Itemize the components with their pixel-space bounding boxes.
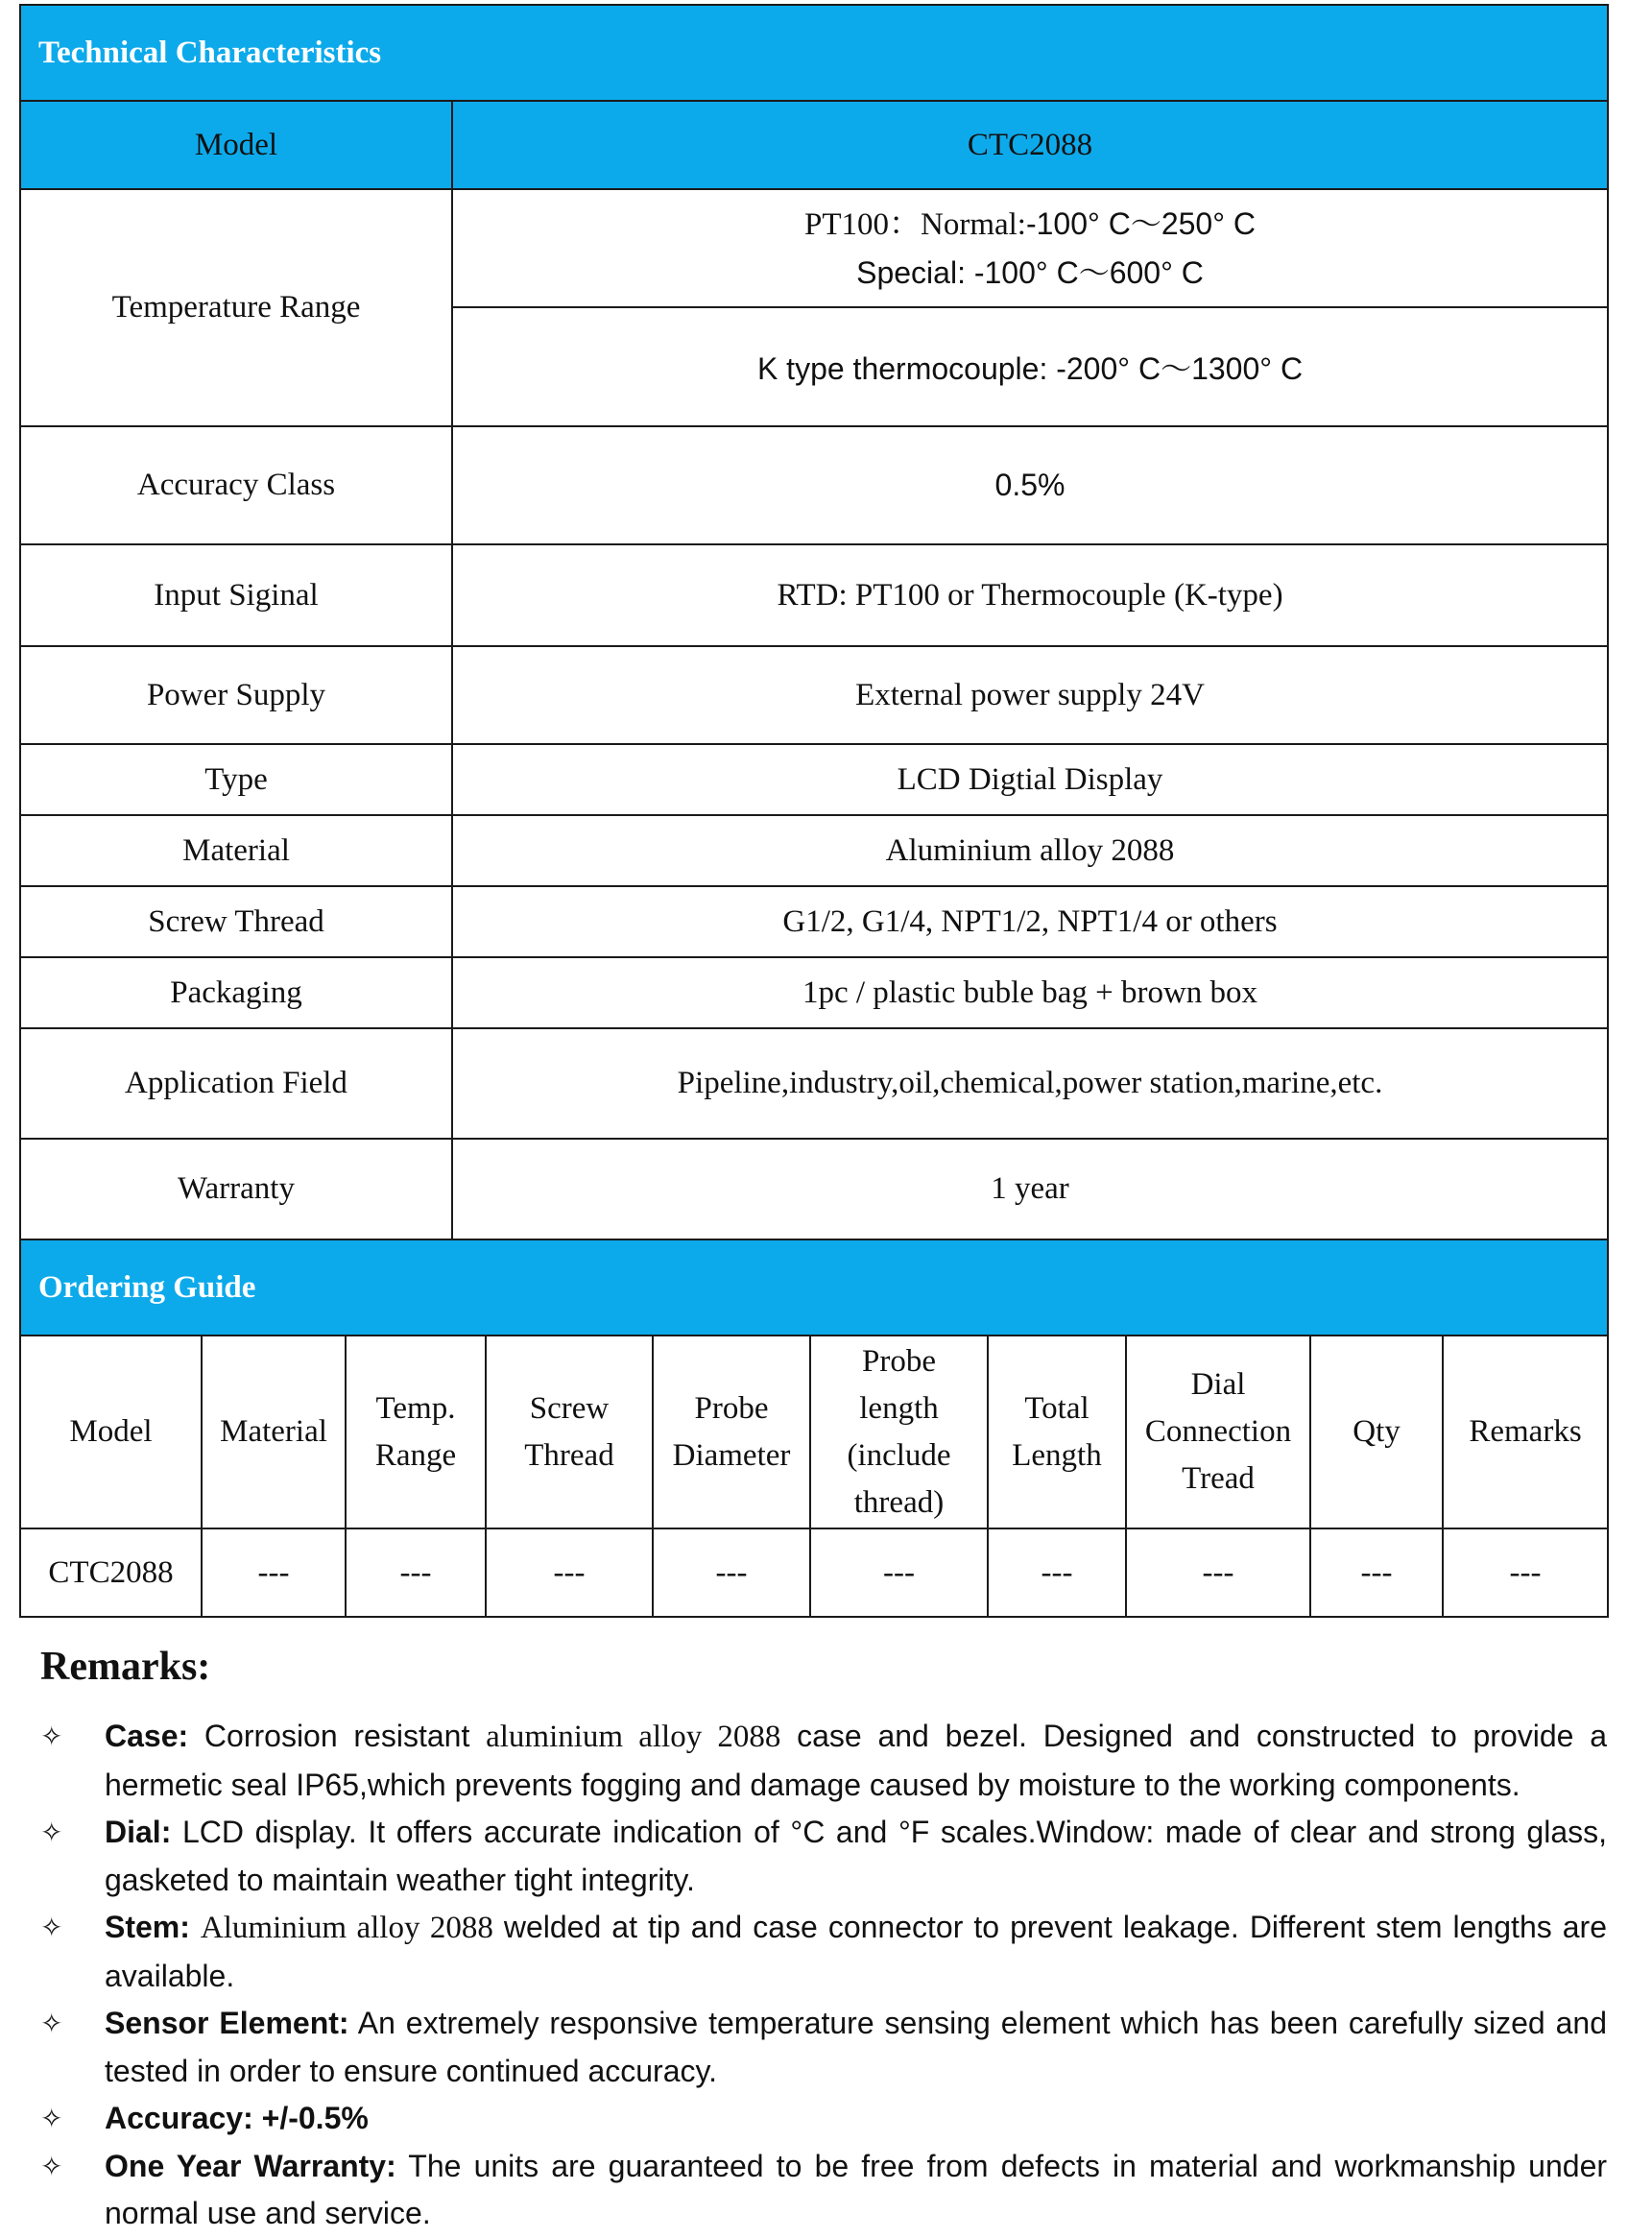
temperature-range-label: Temperature Range xyxy=(20,189,452,426)
screw-thread-label: Screw Thread xyxy=(20,886,452,957)
warranty-label: Warranty xyxy=(20,1139,452,1239)
ordering-value-cell: --- xyxy=(202,1528,346,1617)
star-bullet-icon: ✧ xyxy=(40,1912,63,1943)
pt100-special-range: Special: -100° C～600° C xyxy=(856,255,1204,290)
accuracy-class-label: Accuracy Class xyxy=(20,426,452,544)
ordering-header-line: Remarks xyxy=(1469,1414,1582,1449)
application-field-value: Pipeline,industry,oil,chemical,power station,marine,etc. xyxy=(452,1028,1608,1139)
type-value: LCD Digtial Display xyxy=(452,744,1608,815)
ordering-value-cell: --- xyxy=(1443,1528,1608,1617)
technical-title-row xyxy=(20,5,1608,101)
remark-label: Stem: xyxy=(105,1910,190,1944)
model-header-row xyxy=(20,101,1608,189)
ordering-header-cell xyxy=(486,1336,653,1528)
temperature-range-row-pt100 xyxy=(20,189,1608,307)
ordering-header-cell xyxy=(988,1336,1126,1528)
ordering-header-line: Range xyxy=(374,1437,457,1473)
spec-row xyxy=(20,815,1608,886)
model-value: CTC2088 xyxy=(452,101,1608,189)
star-bullet-icon: ✧ xyxy=(40,2008,63,2039)
material-label: Material xyxy=(20,815,452,886)
spec-row xyxy=(20,544,1608,646)
remark-item-dial xyxy=(19,1809,1607,1904)
spec-row xyxy=(20,886,1608,957)
ordering-header-line: Model xyxy=(69,1414,153,1449)
ordering-header-cell xyxy=(202,1336,346,1528)
ordering-header-line: (include xyxy=(847,1437,951,1473)
remark-label: Case: xyxy=(105,1719,189,1753)
ordering-header-cell xyxy=(1126,1336,1310,1528)
remark-item-accuracy xyxy=(19,2095,1607,2143)
accuracy-class-value: 0.5% xyxy=(452,426,1608,544)
remark-text: The units are guaranteed to be free from defects in material and workmanship under normal use and service. xyxy=(105,2148,1608,2230)
ordering-value-cell: --- xyxy=(346,1528,486,1617)
remarks-title: Remarks: xyxy=(40,1645,211,1689)
remark-text: LCD display. It offers accurate indication of °C and °F scales.Window: made of clear and strong glass, gasketed to maintain weather tight integrity. xyxy=(105,1815,1608,1897)
remark-text: Corrosion resistant xyxy=(204,1719,470,1753)
remark-label: One Year Warranty: xyxy=(105,2148,396,2183)
screw-thread-value: G1/2, G1/4, NPT1/2, NPT1/4 or others xyxy=(452,886,1608,957)
ordering-header-row xyxy=(20,1336,1608,1528)
ordering-value-cell: --- xyxy=(1126,1528,1310,1617)
warranty-value: 1 year xyxy=(452,1139,1608,1239)
ordering-header-cell xyxy=(653,1336,810,1528)
ordering-title: Ordering Guide xyxy=(20,1239,1608,1336)
spec-row xyxy=(20,1139,1608,1239)
ordering-guide-table xyxy=(19,1239,1609,1618)
remark-item-sensor-element xyxy=(19,2000,1607,2095)
star-bullet-icon: ✧ xyxy=(40,2150,63,2182)
ordering-title-row xyxy=(20,1239,1608,1336)
star-bullet-icon: ✧ xyxy=(40,2103,63,2134)
ordering-header-cell xyxy=(1443,1336,1608,1528)
input-signal-value: RTD: PT100 or Thermocouple (K-type) xyxy=(452,544,1608,646)
ordering-value-cell: --- xyxy=(1310,1528,1443,1617)
ordering-value-cell: --- xyxy=(810,1528,988,1617)
remark-material: Aluminium alloy 2088 xyxy=(200,1911,493,1945)
ordering-header-line: Thread xyxy=(524,1437,614,1473)
pt100-prefix: PT100：Normal: xyxy=(803,207,1026,242)
packaging-value: 1pc / plastic buble bag + brown box xyxy=(452,957,1608,1028)
remarks-section xyxy=(19,1644,1607,2238)
remark-item-stem xyxy=(19,1904,1607,2000)
application-field-label: Application Field xyxy=(20,1028,452,1139)
remark-label: Accuracy: +/-0.5% xyxy=(105,2101,369,2135)
input-signal-label: Input Siginal xyxy=(20,544,452,646)
ordering-header-line: Qty xyxy=(1353,1414,1401,1449)
pt100-range-cell xyxy=(452,189,1608,307)
ordering-value-cell: --- xyxy=(988,1528,1126,1617)
power-supply-label: Power Supply xyxy=(20,646,452,744)
ordering-header-line: Screw xyxy=(529,1390,610,1426)
ordering-header-line: Probe xyxy=(862,1343,936,1379)
remark-item-case xyxy=(19,1713,1607,1809)
remark-label: Dial: xyxy=(105,1815,172,1849)
ordering-header-line: Connection xyxy=(1144,1414,1292,1449)
ordering-header-line: Tread xyxy=(1182,1461,1255,1496)
remark-label: Sensor Element: xyxy=(105,2006,349,2040)
material-value: Aluminium alloy 2088 xyxy=(452,815,1608,886)
ordering-header-line: Material xyxy=(220,1414,327,1449)
technical-characteristics-table xyxy=(19,4,1609,1240)
spec-row xyxy=(20,1028,1608,1139)
technical-title: Technical Characteristics xyxy=(20,5,1608,101)
spec-row xyxy=(20,426,1608,544)
ordering-header-line: Total xyxy=(1024,1390,1089,1426)
star-bullet-icon: ✧ xyxy=(40,1721,63,1752)
ordering-header-line: Temp. xyxy=(375,1390,456,1426)
ktype-range: K type thermocouple: -200° C～1300° C xyxy=(452,307,1608,426)
power-supply-value: External power supply 24V xyxy=(452,646,1608,744)
spec-sheet xyxy=(19,4,1607,1618)
ordering-header-cell xyxy=(346,1336,486,1528)
spec-row xyxy=(20,646,1608,744)
ordering-header-line: thread) xyxy=(853,1484,945,1520)
ordering-value-cell: --- xyxy=(486,1528,653,1617)
remark-text: An extremely responsive temperature sensing element which has been carefully sized and tested in order to ensure continued accuracy. xyxy=(105,2006,1608,2088)
ordering-data-row xyxy=(20,1528,1608,1617)
ordering-header-line: length xyxy=(859,1390,939,1426)
ordering-header-cell xyxy=(810,1336,988,1528)
spec-row xyxy=(20,957,1608,1028)
ordering-header-line: Dial xyxy=(1190,1367,1246,1402)
remark-text: case and bezel. Designed and constructed to provide a hermetic seal IP65,which prevents fogging and damage caused by moisture to the working components. xyxy=(105,1719,1608,1802)
packaging-label: Packaging xyxy=(20,957,452,1028)
ordering-value-cell: --- xyxy=(653,1528,810,1617)
ordering-header-line: Probe xyxy=(694,1390,769,1426)
ordering-model-cell: CTC2088 xyxy=(20,1528,202,1617)
remark-material: aluminium alloy 2088 xyxy=(486,1720,781,1754)
model-label: Model xyxy=(20,101,452,189)
type-label: Type xyxy=(20,744,452,815)
spec-row xyxy=(20,744,1608,815)
ordering-header-line: Diameter xyxy=(672,1437,791,1473)
remark-item-warranty xyxy=(19,2143,1607,2238)
ordering-header-cell xyxy=(20,1336,202,1528)
ordering-header-cell xyxy=(1310,1336,1443,1528)
pt100-normal-range: -100° C～250° C xyxy=(1025,206,1257,241)
star-bullet-icon: ✧ xyxy=(40,1817,63,1848)
remark-text: welded at tip and case connector to prevent leakage. Different stem lengths are available. xyxy=(105,1910,1607,1993)
ordering-header-line: Length xyxy=(1012,1437,1102,1473)
